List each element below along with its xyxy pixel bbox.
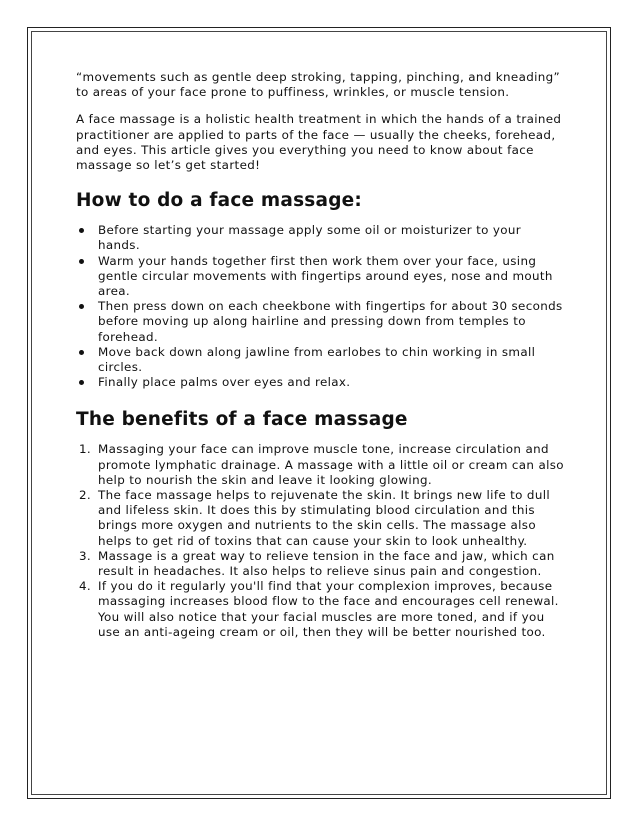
step-text: Warm your hands together first then work them over your face, using gentle circular movements with fingertips around eyes, nose and mouth area. <box>98 253 553 299</box>
list-item <box>76 549 566 579</box>
benefit-text: If you do it regularly you'll find that your complexion improves, because massaging increases blood flow to the face and encourages cell renewal. You will also notice that your facial muscles are more toned, and if you use an anti-ageing cream or oil, then they will be better nourished too. <box>98 579 559 639</box>
list-item <box>76 442 566 488</box>
step-text: Then press down on each cheekbone with fingertips for about 30 seconds before moving up along hairline and pressing down from temples to forehead. <box>98 299 563 344</box>
step-text: Before starting your massage apply some oil or moisturizer to your hands. <box>98 223 522 253</box>
item-number: 4. <box>79 579 92 594</box>
bullet-icon <box>79 259 84 264</box>
intro-paragraph: A face massage is a holistic health treatment in which the hands of a trained practitioner are applied to parts of the face — usually the cheeks, forehead, and eyes. This article gives you everything you need to know about face massage so let’s get started! <box>76 112 562 173</box>
list-item <box>76 375 566 390</box>
document-body <box>76 70 566 640</box>
item-number: 1. <box>79 442 92 457</box>
list-item <box>76 254 566 300</box>
list-item <box>76 579 566 640</box>
list-item <box>76 223 566 253</box>
bullet-icon <box>79 350 84 355</box>
how-to-steps-list <box>76 223 566 390</box>
benefit-text: The face massage helps to rejuvenate the skin. It brings new life to dull and lifeless skin. It does this by stimulating blood circulation and this brings more oxygen and nutrients to the skin cells. The massage also helps to get rid of toxins that can cause your skin to look unhealthy. <box>98 488 551 548</box>
benefits-list <box>76 442 566 640</box>
list-item <box>76 345 566 375</box>
list-item <box>76 488 566 549</box>
benefits-heading: The benefits of a face massage <box>76 409 408 431</box>
bullet-icon <box>79 380 84 385</box>
intro-quote: “movements such as gentle deep stroking, tapping, pinching, and kneading” to areas of your face prone to puffiness, wrinkles, or muscle tension. <box>76 70 561 100</box>
bullet-icon <box>79 228 84 233</box>
step-text: Finally place palms over eyes and relax. <box>98 375 351 390</box>
bullet-icon <box>79 304 84 309</box>
item-number: 3. <box>79 548 92 563</box>
how-to-heading: How to do a face massage: <box>76 190 362 212</box>
list-item <box>76 299 566 345</box>
benefit-text: Massaging your face can improve muscle tone, increase circulation and promote lymphatic drainage. A massage with a little oil or cream can also help to nourish the skin and leave it looking glowing. <box>98 442 564 487</box>
item-number: 2. <box>79 488 92 503</box>
benefit-text: Massage is a great way to relieve tension in the face and jaw, which can result in headaches. It also helps to relieve sinus pain and congestion. <box>98 548 555 579</box>
step-text: Move back down along jawline from earlobes to chin working in small circles. <box>98 344 536 375</box>
